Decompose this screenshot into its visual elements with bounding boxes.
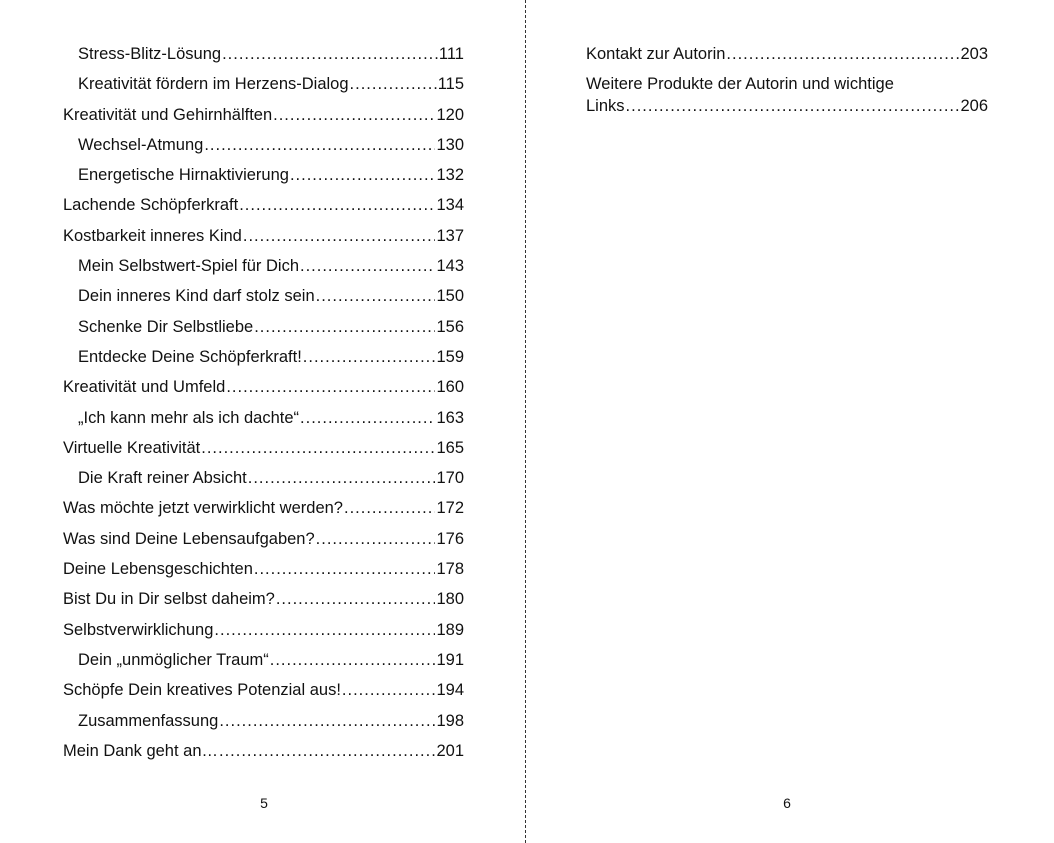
toc-leader-dots [219, 740, 435, 762]
toc-leader-dots [273, 104, 435, 126]
toc-entry[interactable] [63, 710, 464, 740]
toc-entry-title: Zusammenfassung [78, 711, 219, 730]
toc-entry-title: Schöpfe Dein kreatives Potenzial aus! [63, 681, 341, 700]
toc-entry[interactable] [63, 134, 464, 164]
toc-entry-title: Kreativität fördern im Herzens-Dialog [78, 75, 349, 94]
toc-entry-page: 111 [438, 45, 464, 63]
toc-leader-dots [243, 225, 436, 247]
toc-entry-title: Dein „unmöglicher Traum“ [78, 650, 269, 669]
page-number: 6 [783, 795, 791, 811]
toc-entry[interactable] [63, 437, 464, 467]
toc-entry-page: 178 [436, 560, 464, 579]
toc-leader-dots [204, 134, 435, 156]
toc-entry[interactable] [63, 194, 464, 224]
toc-entry[interactable] [586, 73, 988, 117]
toc-entry[interactable] [63, 528, 464, 558]
toc-entry[interactable] [63, 346, 464, 376]
toc-leader-dots [316, 528, 436, 550]
toc-entry[interactable] [63, 679, 464, 709]
toc-entry-page: 206 [960, 97, 988, 116]
toc-entry-title: Deine Lebensgeschichten [63, 560, 253, 579]
toc-leader-dots [350, 73, 437, 95]
toc-leader-dots [726, 43, 959, 65]
toc-entry-title: Mein Dank geht an… [63, 741, 219, 760]
toc-entry-title: Kostbarkeit inneres Kind [63, 226, 242, 245]
toc-entry-title: Kreativität und Gehirnhälften [63, 105, 273, 124]
toc-entry-title: Was sind Deine Lebensaufgaben? [63, 529, 315, 548]
left-page [0, 0, 525, 843]
toc-entry-page: 143 [436, 257, 464, 276]
toc-entry[interactable] [63, 497, 464, 527]
toc-entry[interactable] [63, 619, 464, 649]
toc-leader-dots [239, 194, 435, 216]
toc-entry-line2 [586, 95, 988, 117]
toc-entry-page: 163 [436, 408, 464, 427]
toc-entry-page: 176 [436, 529, 464, 548]
toc-entry-page: 198 [436, 711, 464, 730]
toc-entry-page: 156 [436, 317, 464, 336]
toc-entry-page: 191 [436, 650, 464, 669]
toc-leader-dots [214, 619, 435, 641]
toc-entry-page: 120 [436, 105, 464, 124]
toc-list-right [586, 43, 988, 117]
toc-entry-title: Virtuelle Kreativität [63, 438, 201, 457]
toc-entry-title: Selbstverwirklichung [63, 620, 214, 639]
toc-entry-page: 194 [436, 681, 464, 700]
toc-entry-page: 165 [436, 438, 464, 457]
toc-entry[interactable] [63, 104, 464, 134]
toc-entry[interactable] [63, 285, 464, 315]
toc-leader-dots [300, 255, 435, 277]
toc-entry-title: Stress-Blitz-Lösung [78, 45, 222, 63]
toc-entry-title: Energetische Hirnaktivierung [78, 166, 289, 185]
toc-entry-page: 172 [436, 499, 464, 518]
toc-leader-dots [290, 164, 436, 186]
toc-leader-dots [248, 467, 436, 489]
toc-entry-page: 201 [436, 741, 464, 760]
toc-entry-page: 132 [436, 166, 464, 185]
toc-entry[interactable] [63, 316, 464, 346]
toc-entry-title: Schenke Dir Selbstliebe [78, 317, 254, 336]
toc-entry-page: 130 [436, 135, 464, 154]
toc-entry-page: 134 [436, 196, 464, 215]
toc-leader-dots [226, 376, 435, 398]
toc-leader-dots [254, 558, 436, 580]
toc-entry[interactable] [63, 740, 464, 770]
toc-entry-title: Dein inneres Kind darf stolz sein [78, 287, 315, 306]
toc-leader-dots [201, 437, 435, 459]
toc-entry-title: Was möchte jetzt verwirklicht werden? [63, 499, 343, 518]
toc-entry-page: 170 [436, 469, 464, 488]
toc-leader-dots [344, 497, 435, 519]
toc-entry-title: Weitere Produkte der Autorin und wichtige [586, 75, 894, 94]
toc-leader-dots [316, 285, 436, 307]
toc-entry[interactable] [63, 407, 464, 437]
toc-entry-page: 115 [437, 75, 464, 94]
page-number: 5 [260, 795, 268, 811]
toc-entry-title: Mein Selbstwert-Spiel für Dich [78, 257, 299, 276]
toc-entry-page: 160 [436, 378, 464, 397]
toc-leader-dots [342, 679, 436, 701]
toc-leader-dots [626, 95, 960, 117]
page-divider [525, 0, 526, 843]
right-page [527, 0, 1054, 843]
toc-leader-dots [303, 346, 436, 368]
toc-entry-title: Die Kraft reiner Absicht [78, 469, 247, 488]
toc-entry-title-continued: Links [586, 97, 625, 116]
toc-entry[interactable] [63, 225, 464, 255]
toc-entry-page: 180 [436, 590, 464, 609]
toc-entry[interactable] [586, 43, 988, 73]
toc-leader-dots [254, 316, 435, 338]
toc-entry-page: 159 [436, 347, 464, 366]
toc-entry[interactable] [63, 43, 464, 73]
toc-entry-title: Entdecke Deine Schöpferkraft! [78, 347, 302, 366]
toc-leader-dots [270, 649, 436, 671]
toc-entry-title: „Ich kann mehr als ich dachte“ [78, 408, 300, 427]
toc-entry-title: Kontakt zur Autorin [586, 45, 726, 63]
toc-entry[interactable] [63, 73, 464, 103]
toc-entry-title: Wechsel-Atmung [78, 135, 204, 154]
toc-leader-dots [219, 710, 435, 732]
toc-entry[interactable] [63, 558, 464, 588]
toc-entry-page: 189 [436, 620, 464, 639]
toc-entry-title: Kreativität und Umfeld [63, 378, 226, 397]
toc-entry-page: 137 [436, 226, 464, 245]
toc-entry-title: Lachende Schöpferkraft [63, 196, 239, 215]
toc-entry-page: 203 [960, 45, 988, 63]
toc-leader-dots [300, 407, 435, 429]
toc-entry[interactable] [63, 164, 464, 194]
toc-entry[interactable] [63, 588, 464, 618]
toc-entry-title: Bist Du in Dir selbst daheim? [63, 590, 275, 609]
toc-leader-dots [276, 588, 436, 610]
toc-list-left [63, 43, 464, 770]
toc-entry[interactable] [63, 376, 464, 406]
toc-leader-dots [222, 43, 438, 65]
toc-entry[interactable] [63, 255, 464, 285]
toc-entry[interactable] [63, 649, 464, 679]
toc-entry[interactable] [63, 467, 464, 497]
toc-entry-page: 150 [436, 287, 464, 306]
